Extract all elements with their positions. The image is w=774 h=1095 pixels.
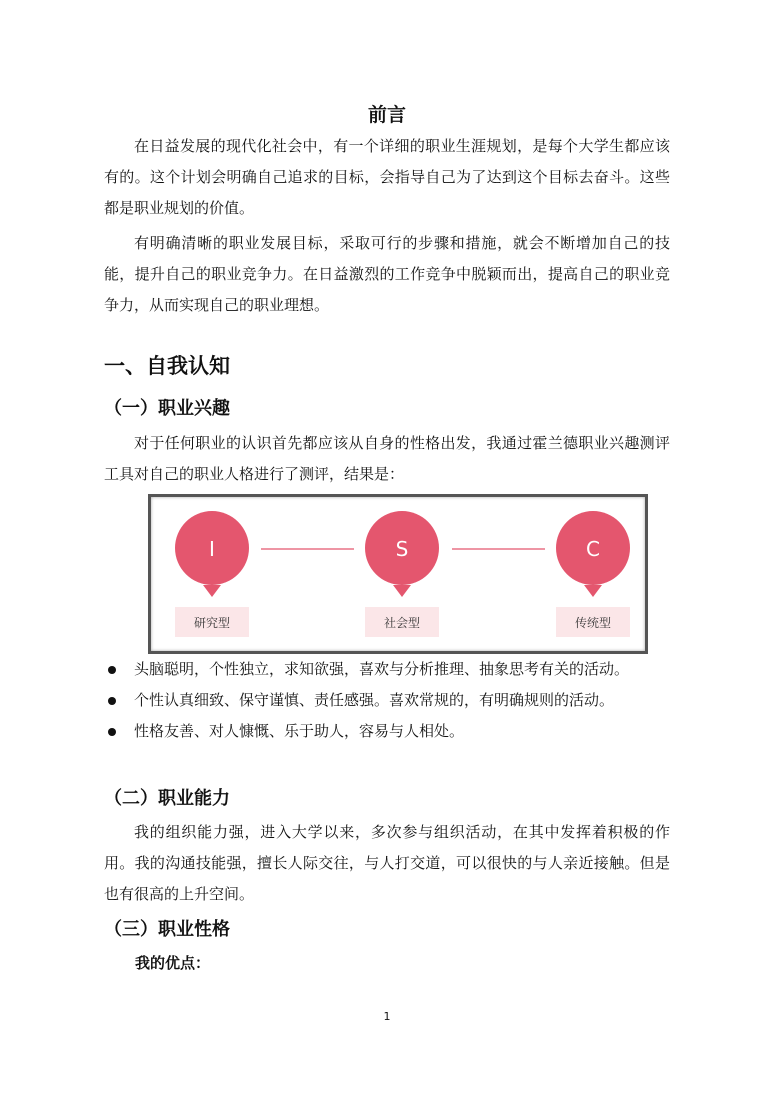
preface-paragraph-1: 在日益发展的现代化社会中，有一个详细的职业生涯规划，是每个大学生都应该有的。这个计划会明确自己追求的目标，会指导自己为了达到这个目标去奋斗。这些都是职业规划的价值。 — [104, 137, 670, 217]
holland-code-figure — [148, 494, 648, 654]
bullet-dot-icon — [108, 728, 116, 736]
list-item — [104, 654, 674, 685]
node-i — [175, 511, 249, 637]
list-item — [104, 685, 674, 716]
interest-bullet-list — [104, 654, 674, 747]
node-s-letter: S — [395, 537, 409, 561]
holland-code-diagram — [151, 497, 645, 651]
node-s-label: 社会型 — [383, 616, 421, 630]
preface-paragraph-2: 有明确清晰的职业发展目标，采取可行的步骤和措施，就会不断增加自己的技能，提升自己的职业竞争力。在日益激烈的工作竞争中脱颖而出，提高自己的职业竞争力，从而实现自己的职业理想。 — [104, 234, 670, 314]
page-number: 1 — [383, 1010, 391, 1023]
bullet-dot-icon — [108, 666, 116, 674]
node-s-pointer — [393, 585, 411, 597]
bullet-text: 头脑聪明，个性独立，求知欲强，喜欢与分析推理、抽象思考有关的活动。 — [134, 660, 630, 678]
section-heading-self-awareness: 一、自我认知 — [104, 354, 230, 378]
subsection-heading-interest: （一）职业兴趣 — [104, 398, 230, 419]
node-i-pointer — [203, 585, 221, 597]
subsection-heading-personality: （三）职业性格 — [104, 919, 230, 940]
ability-paragraph: 我的组织能力强，进入大学以来，多次参与组织活动，在其中发挥着积极的作用。我的沟通技能强，擅长人际交往，与人打交道，可以很快的与人亲近接触。但是也有很高的上升空间。 — [104, 823, 670, 903]
interest-paragraph: 对于任何职业的认识首先都应该从自身的性格出发，我通过霍兰德职业兴趣测评工具对自己的职业人格进行了测评，结果是： — [104, 434, 670, 483]
subsection-heading-ability: （二）职业能力 — [104, 788, 230, 809]
list-item — [104, 716, 674, 747]
node-s — [365, 511, 439, 637]
preface-title: 前言 — [367, 104, 406, 126]
bullet-text: 个性认真细致、保守谨慎、责任感强。喜欢常规的，有明确规则的活动。 — [134, 691, 615, 709]
node-i-letter: I — [209, 537, 215, 561]
bullet-text: 性格友善、对人慷慨、乐于助人，容易与人相处。 — [134, 722, 465, 740]
node-c-label: 传统型 — [574, 616, 612, 630]
strengths-label: 我的优点： — [135, 954, 211, 972]
bullet-dot-icon — [108, 697, 116, 705]
node-c-pointer — [584, 585, 602, 597]
node-i-label: 研究型 — [193, 616, 231, 630]
node-c-letter: C — [586, 537, 600, 561]
node-c — [556, 511, 630, 637]
